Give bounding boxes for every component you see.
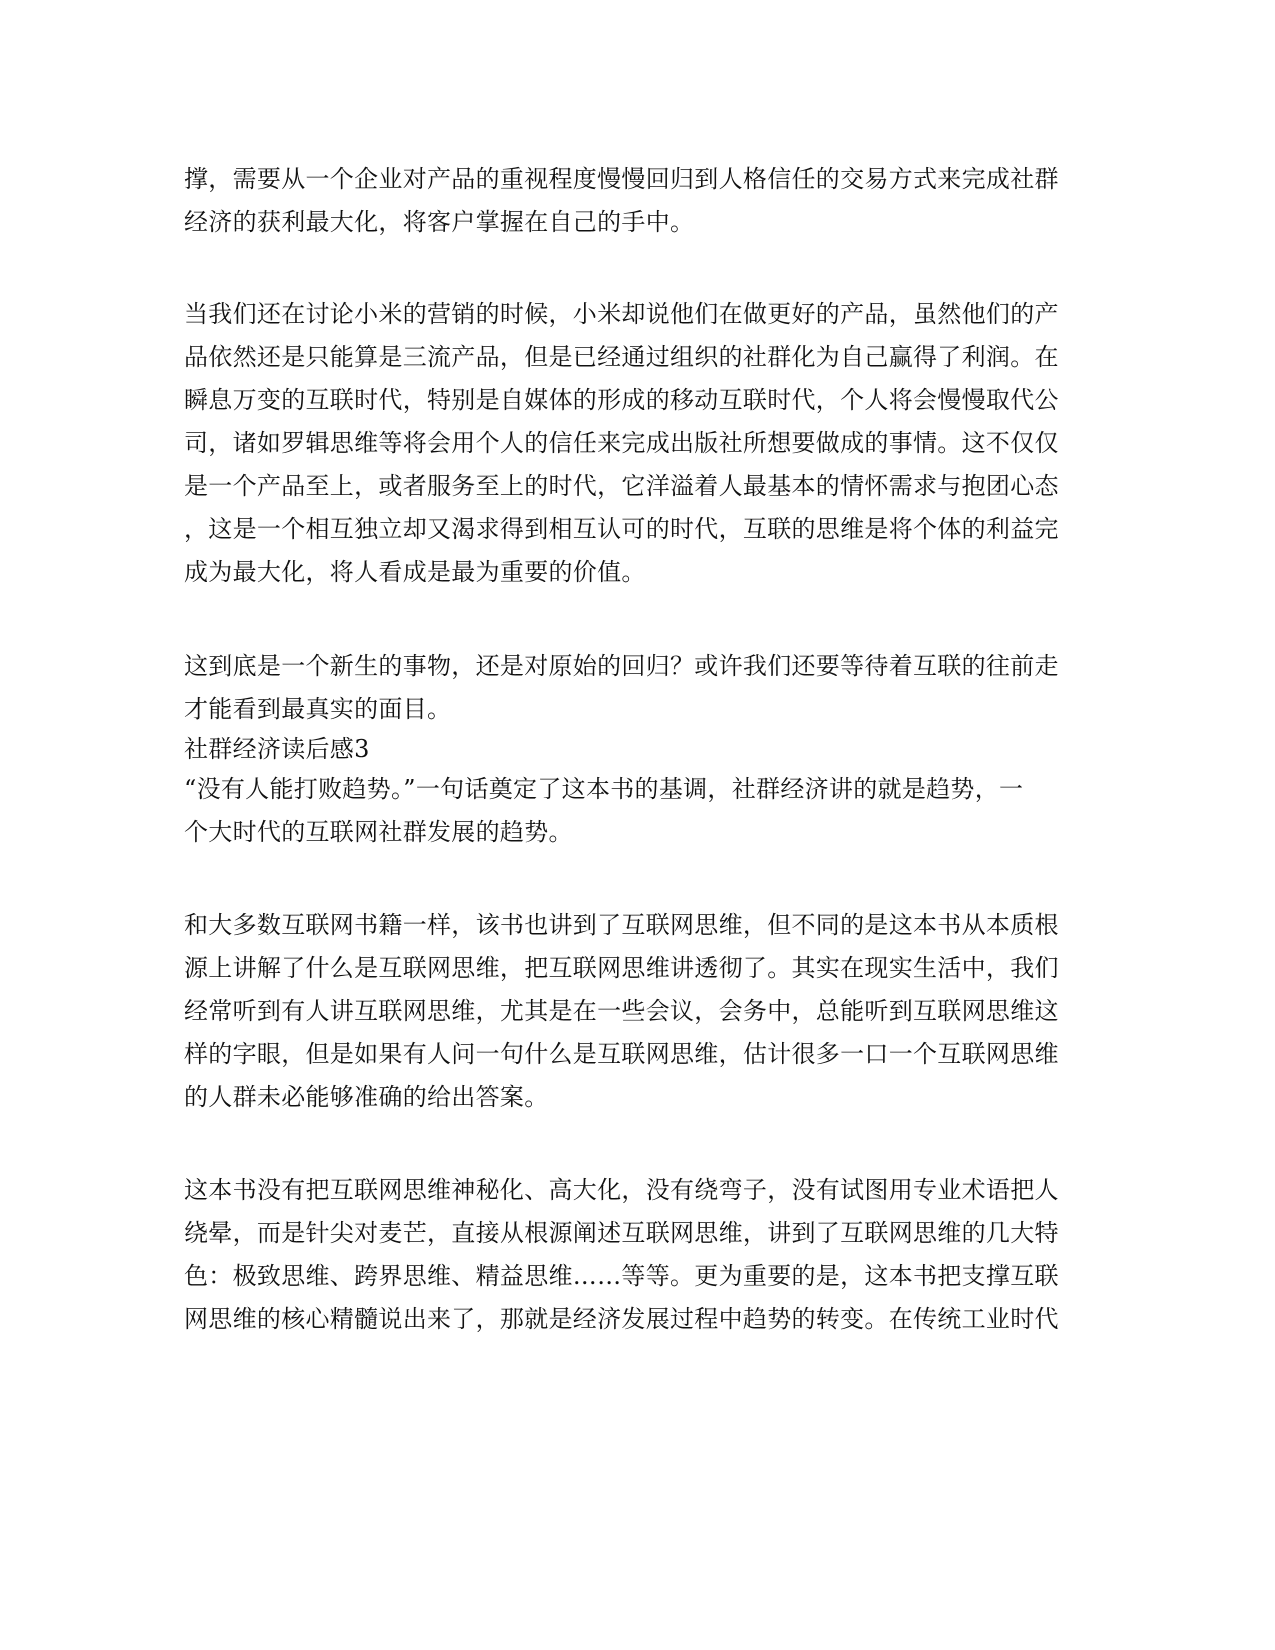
- text-line: 这本书没有把互联网思维神秘化、高大化，没有绕弯子，没有试图用专业术语把人: [184, 1176, 1059, 1204]
- text-line: 撑，需要从一个企业对产品的重视程度慢慢回归到人格信任的交易方式来完成社群: [184, 165, 1059, 193]
- text-line: 网思维的核心精髓说出来了，那就是经济发展过程中趋势的转变。在传统工业时代: [184, 1305, 1059, 1333]
- text-line: ，这是一个相互独立却又渴求得到相互认可的时代，互联的思维是将个体的利益完: [184, 515, 1059, 543]
- text-line: 瞬息万变的互联时代，特别是自媒体的形成的移动互联时代，个人将会慢慢取代公: [184, 386, 1059, 414]
- text-line: “没有人能打败趋势。”一句话奠定了这本书的基调，社群经济讲的就是趋势，一: [184, 775, 1024, 803]
- text-line: 的人群未必能够准确的给出答案。: [184, 1083, 549, 1111]
- text-line: 司，诸如罗辑思维等将会用个人的信任来完成出版社所想要做成的事情。这不仅仅: [184, 429, 1059, 457]
- text-line: 色：极致思维、跨界思维、精益思维……等等。更为重要的是，这本书把支撑互联: [184, 1262, 1059, 1290]
- text-line: 当我们还在讨论小米的营销的时候，小米却说他们在做更好的产品，虽然他们的产: [184, 300, 1059, 328]
- text-line: 经常听到有人讲互联网思维，尤其是在一些会议，会务中，总能听到互联网思维这: [184, 997, 1059, 1025]
- text-line: 这到底是一个新生的事物，还是对原始的回归？或许我们还要等待着互联的往前走: [184, 652, 1059, 680]
- text-line: 源上讲解了什么是互联网思维，把互联网思维讲透彻了。其实在现实生活中，我们: [184, 954, 1059, 982]
- text-line: 是一个产品至上，或者服务至上的时代，它洋溢着人最基本的情怀需求与抱团心态: [184, 472, 1059, 500]
- text-line: 才能看到最真实的面目。: [184, 695, 452, 723]
- text-line: 个大时代的互联网社群发展的趋势。: [184, 818, 573, 846]
- text-line: 经济的获利最大化，将客户掌握在自己的手中。: [184, 208, 695, 236]
- text-line: 绕晕，而是针尖对麦芒，直接从根源阐述互联网思维，讲到了互联网思维的几大特: [184, 1219, 1059, 1247]
- text-line: 成为最大化，将人看成是最为重要的价值。: [184, 558, 646, 586]
- section-heading: 社群经济读后感3: [184, 735, 370, 763]
- text-line: 样的字眼，但是如果有人问一句什么是互联网思维，估计很多一口一个互联网思维: [184, 1040, 1059, 1068]
- text-line: 和大多数互联网书籍一样，该书也讲到了互联网思维，但不同的是这本书从本质根: [184, 911, 1059, 939]
- text-line: 品依然还是只能算是三流产品，但是已经通过组织的社群化为自己赢得了利润。在: [184, 343, 1059, 371]
